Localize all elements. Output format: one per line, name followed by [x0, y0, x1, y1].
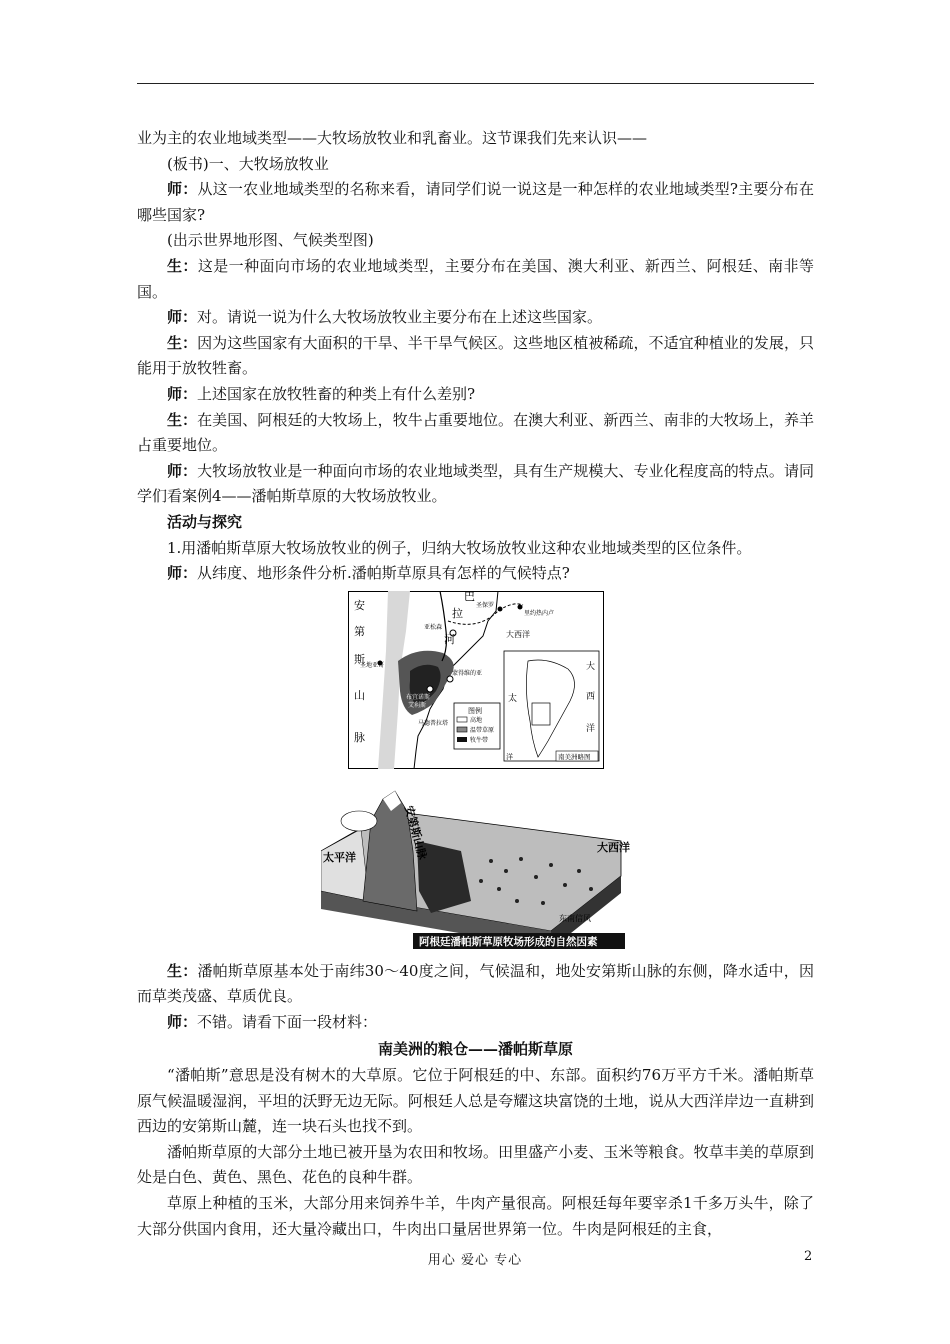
dialogue-text: 对。请说一说为什么大牧场放牧业主要分布在上述这些国家。 — [197, 308, 603, 327]
label-parana-1: 巴 — [463, 590, 475, 603]
dialogue-student-2 — [137, 331, 814, 382]
figure-area — [137, 591, 814, 951]
dialogue-text: 上述国家在放牧牲畜的种类上有什么差别? — [197, 384, 476, 403]
label-rio: 里约热内卢 — [523, 609, 554, 617]
label-buenosaires-2: 艾利斯 — [407, 701, 426, 709]
material-title: 南美洲的粮仓——潘帕斯草原 — [377, 1040, 573, 1059]
document-body — [137, 126, 814, 1242]
dialogue-teacher-5 — [137, 561, 814, 587]
material-paragraph-3: 草原上种植的玉米，大部分用来饲养牛羊，牛肉产量很高。阿根廷每年要宰杀1千多万头牛，除了大部分供国内食用，还大量冷藏出口，牛肉出口量居世界第一位。牛肉是阿根廷的主食， — [137, 1194, 814, 1238]
footer-motto: 用心 爱心 专心 — [427, 1253, 523, 1268]
speaker-label: 师： — [167, 564, 198, 583]
city-rio-marker — [517, 604, 522, 609]
label-andes-2: 第 — [353, 624, 365, 638]
legend-label-grassland: 温带草原 — [469, 726, 494, 734]
label-inset-atlantic-1: 大 — [585, 661, 595, 672]
label-sanpaulo: 圣保罗 — [475, 601, 494, 609]
dialogue-teacher-6 — [137, 1010, 814, 1036]
label-inset-atlantic-3: 洋 — [585, 723, 595, 734]
inset-caption: 南美洲略图 — [557, 752, 590, 761]
dialogue-text: 大牧场放牧业是一种面向市场的农业地域类型，具有生产规模大、专业化程度高的特点。请同学们看案例4——潘帕斯草原的大牧场放牧业。 — [137, 461, 814, 506]
legend-title: 图例 — [467, 706, 482, 715]
material-paragraph-1: “潘帕斯”意思是没有树木的大草原。它位于阿根廷的中、东部。面积约76万平方千米。潘帕斯草原气候温暖湿润，平坦的沃野无边无际。阿根廷人总是夸耀这块富饶的土地，说从大西洋岸边一直耕到西边的安第斯山麓，连一块石头也找不到。 — [137, 1066, 814, 1136]
speaker-label: 师： — [167, 461, 198, 480]
diagram-caption: 阿根廷潘帕斯草原牧场形成的自然因素 — [418, 935, 597, 948]
pacific-area — [321, 829, 369, 901]
speaker-label: 生： — [167, 333, 198, 352]
dialogue-teacher-2 — [137, 305, 814, 331]
paragraph-intro: 业为主的农业地域类型——大牧场放牧业和乳畜业。这节课我们先来认识—— — [137, 129, 648, 147]
dialogue-text: 从这一农业地域类型的名称来看，请同学们说一说这是一种怎样的农业地域类型?主要分布在哪些国家? — [137, 180, 814, 224]
label-pacific: 太平洋 — [322, 850, 356, 864]
label-andes-5: 脉 — [353, 730, 365, 744]
inset-map — [504, 651, 599, 761]
material-paragraph-2: 潘帕斯草原的大部分土地已被开垦为农田和牧场。田里盛产小麦、玉米等粮食。牧草丰美的草原到处是白色、黄色、黑色、花色的良种牛群。 — [137, 1142, 814, 1187]
label-parana-3: 河 — [443, 632, 455, 646]
paragraph-show-maps: (出示世界地形图、气候类型图) — [167, 231, 374, 250]
dialogue-text: 从纬度、地形条件分析.潘帕斯草原具有怎样的气候特点? — [197, 564, 570, 583]
speaker-label: 师： — [167, 384, 198, 403]
dialogue-student-3 — [137, 408, 814, 459]
label-atlantic: 大西洋 — [596, 840, 630, 854]
speaker-label: 生： — [167, 961, 198, 980]
label-inset-pacific: 太 — [507, 693, 517, 704]
speaker-label: 生： — [167, 410, 198, 429]
header-rule — [137, 83, 814, 84]
section-heading: 活动与探究 — [167, 512, 243, 531]
label-mardelplata: 马德普拉塔 — [417, 719, 448, 727]
label-mendoza: 圣地亚哥 — [359, 661, 384, 669]
dialogue-teacher-3 — [137, 382, 814, 408]
legend-label-cattle: 牧牛带 — [469, 736, 488, 744]
page-number: 2 — [804, 1249, 813, 1264]
speaker-label: 师： — [167, 308, 198, 327]
label-buenosaires-1: 布宜诺斯 — [405, 693, 430, 701]
dialogue-text: 不错。请看下面一段材料： — [197, 1012, 378, 1031]
label-atlantic-top: 大西洋 — [505, 629, 530, 639]
dialogue-student-4 — [137, 959, 814, 1010]
label-inset-atlantic-2: 西 — [585, 691, 595, 702]
label-andes: 安第斯山脉 — [401, 804, 429, 861]
label-inset-ocean: 洋 — [505, 752, 513, 761]
label-parana-2: 拉 — [451, 606, 463, 620]
paragraph-board: (板书)一、大牧场放牧业 — [167, 154, 329, 173]
label-wind: 东南信风 — [558, 913, 591, 923]
speaker-label: 师： — [167, 1012, 198, 1031]
dialogue-teacher-4 — [137, 459, 814, 510]
city-sanpaulo-marker — [497, 606, 502, 611]
legend-label-highland: 高地 — [469, 716, 482, 724]
dialogue-teacher-1 — [137, 177, 814, 228]
dialogue-text: 在美国、阿根廷的大牧场上，牧牛占重要地位。在澳大利亚、新西兰、南非的大牧场上，养羊占重要地位。 — [137, 410, 814, 455]
label-andes-1: 安 — [353, 598, 365, 612]
dialogue-text: 这是一种面向市场的农业地域类型，主要分布在美国、澳大利亚、新西兰、阿根廷、南非等国。 — [137, 256, 814, 301]
label-andes-3: 斯 — [353, 652, 365, 666]
legend-swatch-highland — [457, 717, 467, 722]
pampas-map — [348, 591, 604, 769]
dialogue-text: 潘帕斯草原基本处于南纬30～40度之间，气候温和，地处安第斯山脉的东侧，降水适中，因而草类茂盛、草质优良。 — [137, 961, 814, 1006]
activity-item-1: 1.用潘帕斯草原大牧场放牧业的例子，归纳大牧场放牧业这种农业地域类型的区位条件。 — [167, 538, 752, 557]
speaker-label: 师： — [167, 180, 198, 199]
pampas-block-diagram — [321, 781, 631, 951]
label-asuncion: 亚松森 — [423, 623, 442, 631]
city-buenosaires-marker — [427, 686, 433, 692]
label-andes-4: 山 — [353, 688, 365, 702]
speaker-label: 生： — [167, 256, 198, 275]
cloud-icon — [341, 811, 377, 831]
dialogue-text: 因为这些国家有大面积的干旱、半干旱气候区。这些地区植被稀疏，不适宜种植业的发展，只能用于放牧牲畜。 — [137, 333, 814, 378]
legend-swatch-grassland — [457, 727, 467, 732]
dialogue-student-1 — [137, 254, 814, 305]
label-montevideo: 蒙得维的亚 — [451, 669, 482, 677]
legend-swatch-cattle — [457, 737, 467, 742]
